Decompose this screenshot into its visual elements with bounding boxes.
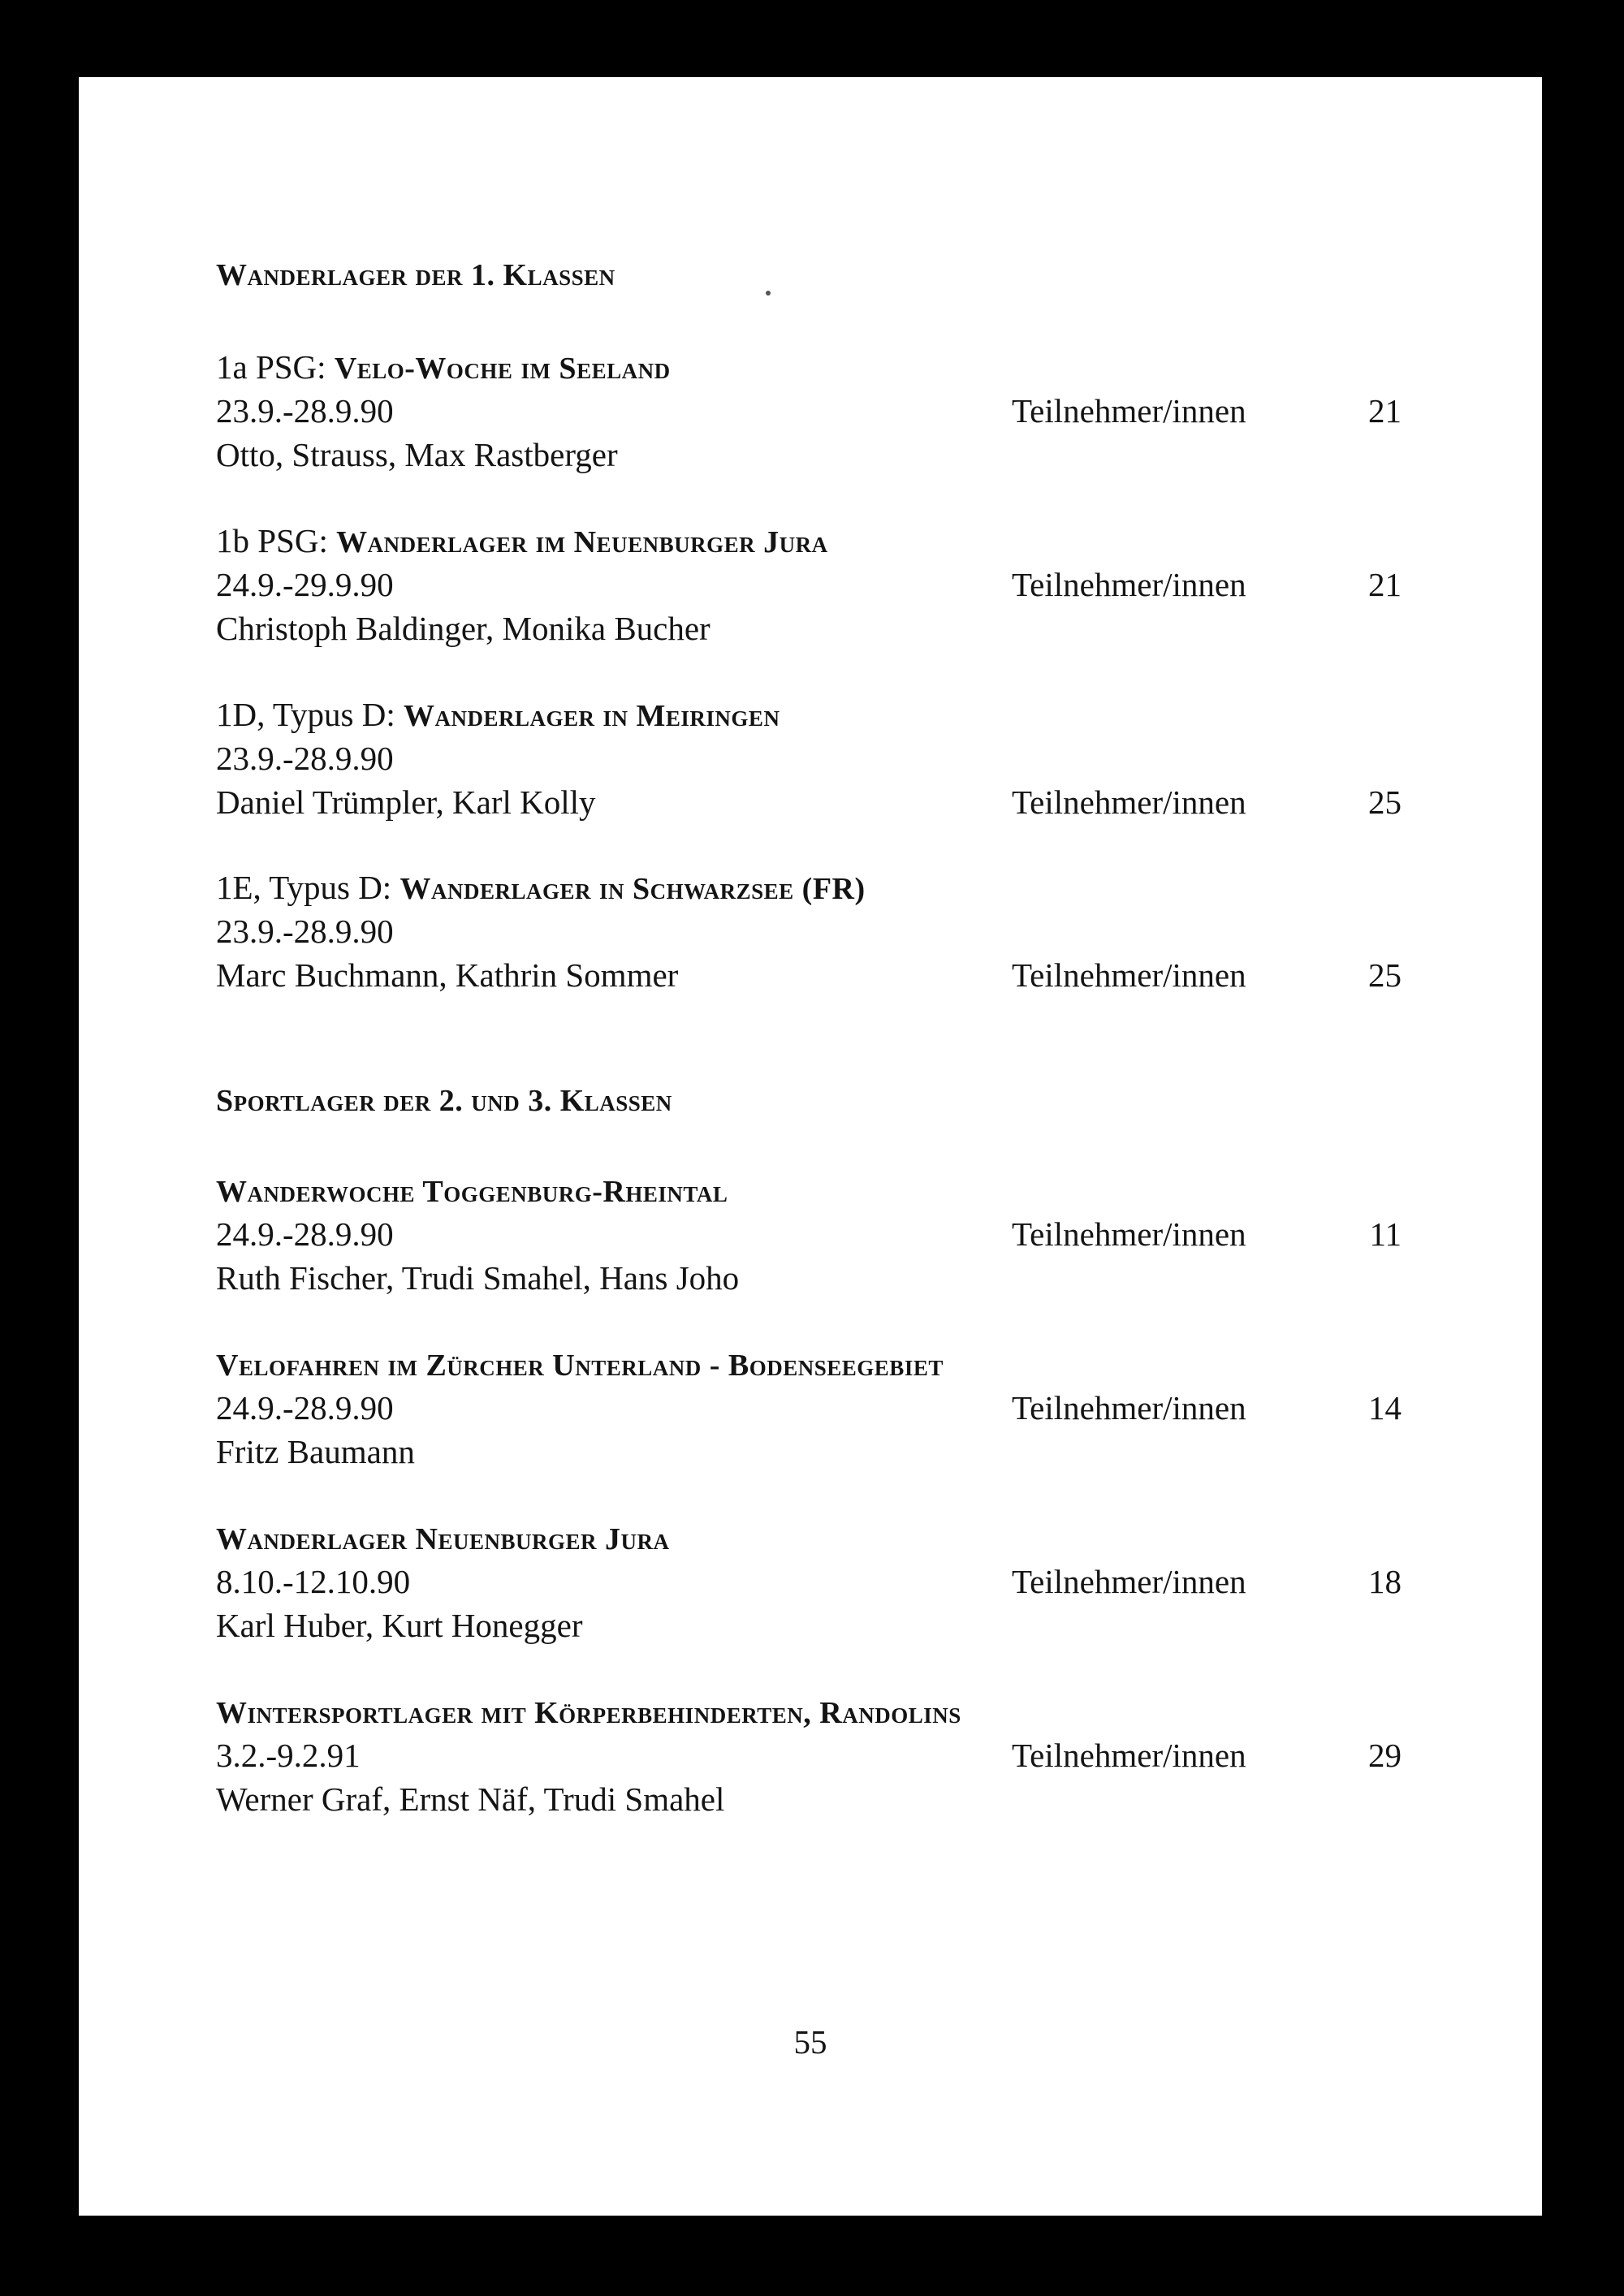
entry-title: Wintersportlager mit Körperbehinderten, Randolins [216,1696,961,1730]
entry-dates: 23.9.-28.9.90 [216,392,394,429]
entry-dates: 24.9.-29.9.90 [216,566,394,603]
entry-1b [216,519,1402,650]
entry-dates: 24.9.-28.9.90 [216,1215,394,1253]
entry-heading [216,1342,1402,1386]
entry-heading [216,345,1402,389]
participants-label: Teilnehmer/innen [1012,566,1246,603]
participants-count: 18 [1368,1563,1402,1600]
entry-dates-row [216,389,1402,433]
entry-dates: 23.9.-28.9.90 [216,913,394,950]
entry-leaders: Ruth Fischer, Trudi Smahel, Hans Joho [216,1259,740,1297]
entry-title: Wanderlager in Schwarzsee (FR) [400,872,866,906]
entry-heading [216,1168,1402,1212]
ink-speck [766,291,771,296]
entry-leaders: Karl Huber, Kurt Honegger [216,1607,583,1644]
entry-leaders-row [216,953,1402,997]
participants-label: Teilnehmer/innen [1012,1737,1246,1774]
entry-neuenburger-jura [216,1516,1402,1647]
entry-leaders: Marc Buchmann, Kathrin Sommer [216,956,679,994]
entry-title: Wanderwoche Toggenburg-Rheintal [216,1175,728,1209]
entry-dates: 3.2.-9.2.91 [216,1737,361,1774]
entry-title: Wanderlager im Neuenburger Jura [336,525,828,559]
participants-label: Teilnehmer/innen [1012,783,1246,821]
entry-prefix: 1E, Typus D: [216,869,400,906]
entry-leaders-row [216,780,1402,824]
document-page [79,77,1542,2216]
participants-count: 11 [1369,1215,1402,1253]
entry-leaders: Otto, Strauss, Max Rastberger [216,436,618,473]
participants-count: 25 [1368,956,1402,994]
participants-label: Teilnehmer/innen [1012,1389,1246,1426]
entry-heading [216,693,1402,736]
entry-heading [216,865,1402,909]
entry-dates-row [216,1560,1402,1603]
participants-label: Teilnehmer/innen [1012,956,1246,994]
participants-count: 29 [1368,1737,1402,1774]
entry-heading [216,519,1402,563]
entry-title: Velofahren im Zürcher Unterland - Bodenseegebiet [216,1349,944,1383]
participants-label: Teilnehmer/innen [1012,1563,1246,1600]
entry-prefix: 1D, Typus D: [216,696,404,733]
entry-dates-row [216,563,1402,606]
participants-label: Teilnehmer/innen [1012,392,1246,429]
entry-1e [216,865,1402,997]
entry-leaders: Fritz Baumann [216,1433,415,1470]
participants-label: Teilnehmer/innen [1012,1215,1246,1253]
entry-dates: 23.9.-28.9.90 [216,740,394,777]
section-title-1: Wanderlager der 1. Klassen [216,258,615,292]
entry-title: Wanderlager in Meiringen [404,699,780,733]
entry-dates: 8.10.-12.10.90 [216,1563,411,1600]
participants-count: 14 [1368,1389,1402,1426]
section-title-2: Sportlager der 2. und 3. Klassen [216,1084,672,1118]
entry-title: Wanderlager Neuenburger Jura [216,1522,670,1556]
entry-wintersport [216,1690,1402,1821]
entry-dates-row [216,1733,1402,1777]
entry-heading [216,1516,1402,1560]
entry-leaders: Werner Graf, Ernst Näf, Trudi Smahel [216,1780,725,1818]
page-number: 55 [793,2023,827,2061]
entry-prefix: 1a PSG: [216,348,335,386]
entry-leaders: Christoph Baldinger, Monika Bucher [216,610,710,647]
entry-velofahren [216,1342,1402,1474]
entry-toggenburg [216,1168,1402,1300]
participants-count: 25 [1368,783,1402,821]
entry-dates-row [216,1212,1402,1256]
entry-heading [216,1690,1402,1733]
entry-1a [216,345,1402,477]
entry-dates: 24.9.-28.9.90 [216,1389,394,1426]
participants-count: 21 [1368,566,1402,603]
entry-1d [216,693,1402,824]
participants-count: 21 [1368,392,1402,429]
entry-prefix: 1b PSG: [216,522,337,559]
entry-title: Velo-Woche im Seeland [334,352,671,386]
entry-dates-row [216,1386,1402,1430]
entry-leaders: Daniel Trümpler, Karl Kolly [216,783,596,821]
